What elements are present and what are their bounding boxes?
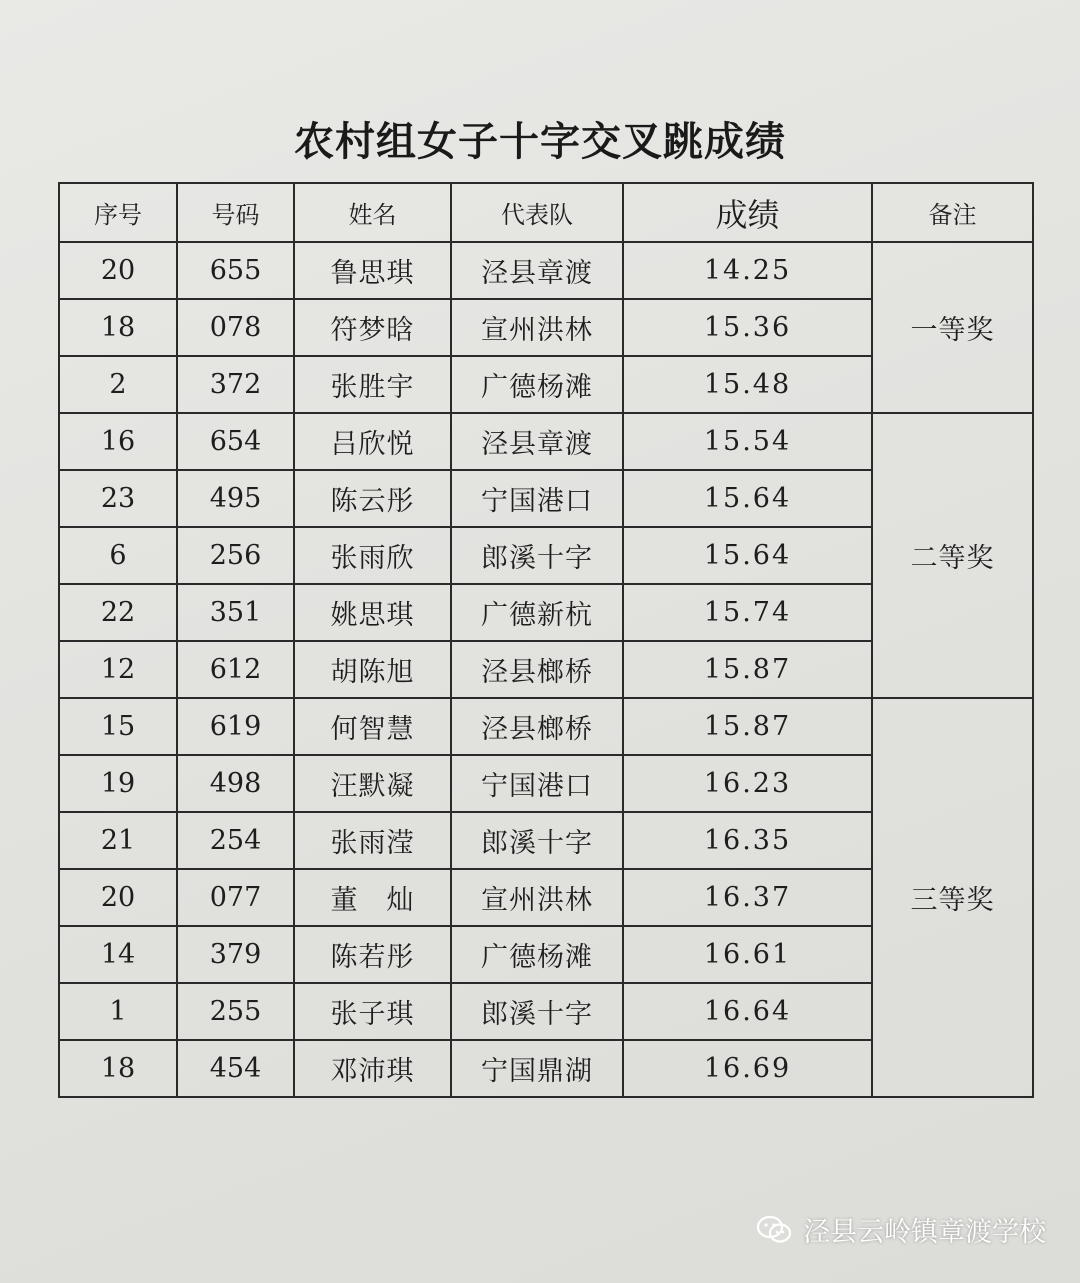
cell-team: 宁国港口	[451, 755, 623, 812]
cell-name: 张子琪	[294, 983, 451, 1040]
cell-score: 15.36	[623, 299, 872, 356]
cell-team: 广德新杭	[451, 584, 623, 641]
cell-number: 078	[177, 299, 294, 356]
cell-number: 379	[177, 926, 294, 983]
cell-name: 吕欣悦	[294, 413, 451, 470]
cell-score: 16.69	[623, 1040, 872, 1097]
cell-name: 汪默凝	[294, 755, 451, 812]
cell-team: 宣州洪林	[451, 869, 623, 926]
cell-index: 18	[59, 299, 177, 356]
cell-name: 董 灿	[294, 869, 451, 926]
cell-index: 19	[59, 755, 177, 812]
cell-number: 372	[177, 356, 294, 413]
cell-score: 16.61	[623, 926, 872, 983]
cell-name: 张胜宇	[294, 356, 451, 413]
cell-score: 16.64	[623, 983, 872, 1040]
cell-score: 15.48	[623, 356, 872, 413]
cell-team: 宁国鼎湖	[451, 1040, 623, 1097]
cell-index: 20	[59, 242, 177, 299]
cell-score: 16.23	[623, 755, 872, 812]
results-table	[58, 182, 1034, 1098]
cell-team: 泾县榔桥	[451, 698, 623, 755]
table-row	[59, 242, 1033, 299]
cell-index: 21	[59, 812, 177, 869]
cell-score: 15.54	[623, 413, 872, 470]
cell-team: 宁国港口	[451, 470, 623, 527]
cell-name: 邓沛琪	[294, 1040, 451, 1097]
watermark	[757, 1210, 1046, 1249]
cell-score: 15.87	[623, 698, 872, 755]
cell-number: 498	[177, 755, 294, 812]
cell-number: 454	[177, 1040, 294, 1097]
cell-index: 15	[59, 698, 177, 755]
cell-index: 23	[59, 470, 177, 527]
cell-index: 14	[59, 926, 177, 983]
cell-index: 6	[59, 527, 177, 584]
cell-score: 15.74	[623, 584, 872, 641]
cell-team: 郎溪十字	[451, 812, 623, 869]
page-title: 农村组女子十字交叉跳成绩	[294, 118, 786, 165]
cell-number: 495	[177, 470, 294, 527]
cell-team: 郎溪十字	[451, 983, 623, 1040]
header-index: 序号	[59, 183, 177, 242]
header-score: 成绩	[623, 183, 872, 242]
cell-index: 2	[59, 356, 177, 413]
cell-index: 20	[59, 869, 177, 926]
cell-score: 14.25	[623, 242, 872, 299]
cell-index: 16	[59, 413, 177, 470]
table-row	[59, 413, 1033, 470]
cell-team: 郎溪十字	[451, 527, 623, 584]
cell-team: 广德杨滩	[451, 356, 623, 413]
cell-name: 张雨欣	[294, 527, 451, 584]
cell-name: 鲁思琪	[294, 242, 451, 299]
cell-number: 255	[177, 983, 294, 1040]
table-row	[59, 698, 1033, 755]
table-body	[59, 242, 1033, 1097]
cell-number: 351	[177, 584, 294, 641]
cell-team: 泾县章渡	[451, 413, 623, 470]
header-row	[59, 183, 1033, 242]
header-note: 备注	[872, 183, 1033, 242]
cell-team: 宣州洪林	[451, 299, 623, 356]
cell-name: 胡陈旭	[294, 641, 451, 698]
cell-score: 16.37	[623, 869, 872, 926]
cell-score: 16.35	[623, 812, 872, 869]
cell-team: 广德杨滩	[451, 926, 623, 983]
cell-number: 077	[177, 869, 294, 926]
cell-score: 15.64	[623, 527, 872, 584]
cell-name: 陈若彤	[294, 926, 451, 983]
cell-number: 254	[177, 812, 294, 869]
cell-name: 陈云彤	[294, 470, 451, 527]
cell-award: 二等奖	[872, 413, 1033, 698]
cell-award: 一等奖	[872, 242, 1033, 413]
cell-index: 12	[59, 641, 177, 698]
cell-index: 1	[59, 983, 177, 1040]
cell-number: 256	[177, 527, 294, 584]
cell-number: 612	[177, 641, 294, 698]
wechat-icon	[757, 1215, 791, 1245]
watermark-text: 泾县云岭镇章渡学校	[803, 1217, 1046, 1248]
cell-award: 三等奖	[872, 698, 1033, 1097]
cell-index: 18	[59, 1040, 177, 1097]
cell-name: 何智慧	[294, 698, 451, 755]
cell-score: 15.87	[623, 641, 872, 698]
header-number: 号码	[177, 183, 294, 242]
header-name: 姓名	[294, 183, 451, 242]
cell-team: 泾县章渡	[451, 242, 623, 299]
cell-number: 654	[177, 413, 294, 470]
header-team: 代表队	[451, 183, 623, 242]
cell-name: 姚思琪	[294, 584, 451, 641]
cell-number: 655	[177, 242, 294, 299]
cell-name: 张雨滢	[294, 812, 451, 869]
cell-index: 22	[59, 584, 177, 641]
cell-score: 15.64	[623, 470, 872, 527]
cell-number: 619	[177, 698, 294, 755]
cell-team: 泾县榔桥	[451, 641, 623, 698]
cell-name: 符梦晗	[294, 299, 451, 356]
